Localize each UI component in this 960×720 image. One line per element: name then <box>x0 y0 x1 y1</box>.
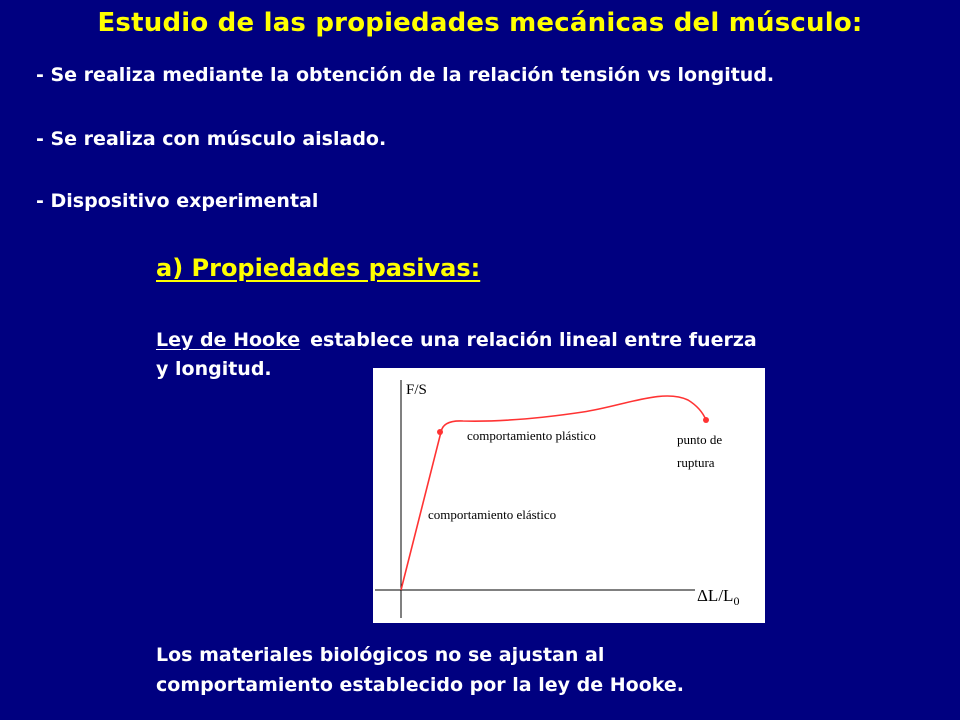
y-axis-label: F/S <box>406 382 427 398</box>
stress-strain-curve <box>401 396 706 590</box>
conclusion-line1: Los materiales biológicos no se ajustan al <box>156 644 605 666</box>
x-axis-label-sub: 0 <box>733 594 740 608</box>
conclusion-line2: comportamiento establecido por la ley de Hooke. <box>156 674 684 696</box>
bullet-experimental-device: - Dispositivo experimental <box>36 190 319 212</box>
bullet-isolated-muscle: - Se realiza con músculo aislado. <box>36 128 387 150</box>
hooke-text-line1: establece una relación lineal entre fuerza <box>310 329 757 351</box>
slide-title: Estudio de las propiedades mecánicas del músculo: <box>97 8 863 38</box>
x-axis-label-main: ΔL/L <box>697 586 734 605</box>
hooke-term: Ley de Hooke <box>156 329 301 351</box>
plastic-label: comportamiento plástico <box>467 428 596 443</box>
rupture-point <box>703 417 709 423</box>
plastic-start-point <box>437 429 443 435</box>
stress-strain-figure <box>373 368 765 623</box>
hooke-text-line2: y longitud. <box>156 358 272 380</box>
x-axis-label <box>697 586 739 608</box>
bullet-tension-length: - Se realiza mediante la obtención de la relación tensión vs longitud. <box>36 64 775 86</box>
rupture-label-line2: ruptura <box>677 455 715 470</box>
rupture-label-line1: punto de <box>677 432 723 447</box>
stress-strain-diagram <box>373 368 765 623</box>
elastic-label: comportamiento elástico <box>428 507 557 522</box>
conclusion-paragraph <box>156 640 916 700</box>
section-title: a) Propiedades pasivas: <box>156 254 481 282</box>
